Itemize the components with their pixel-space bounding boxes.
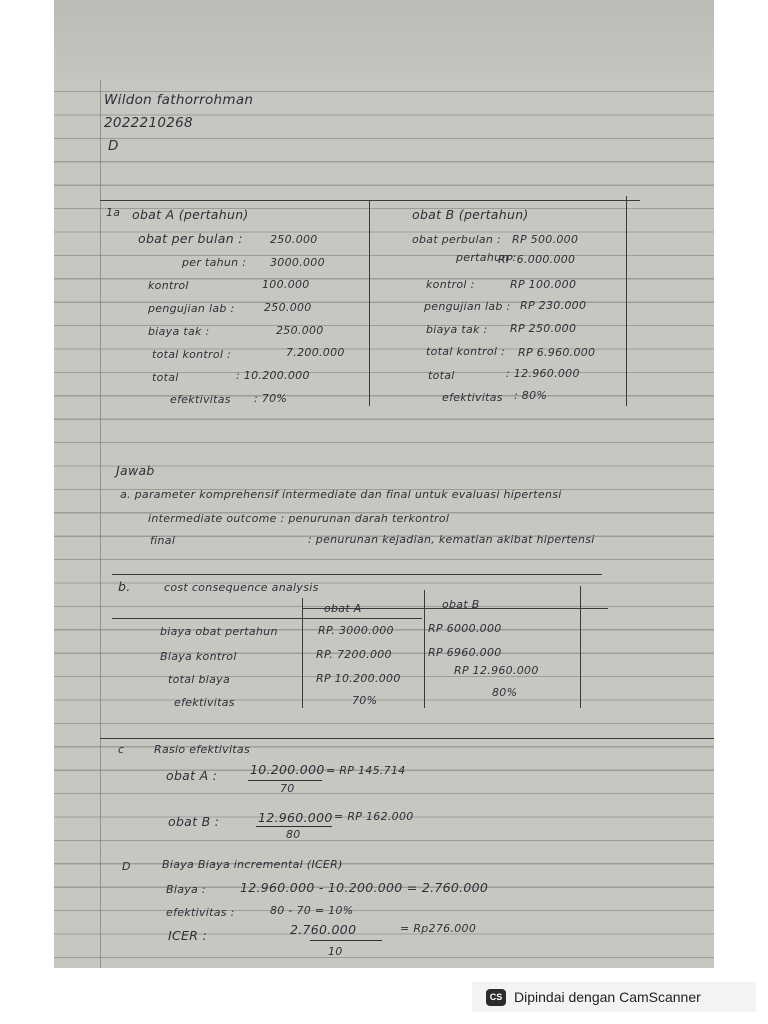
icer-fraction-bar xyxy=(310,940,382,941)
drug-a-label: pengujian lab : xyxy=(148,302,235,315)
ratio-a-label: obat A : xyxy=(166,768,218,783)
cca-col-b-header: obat B xyxy=(442,598,480,611)
cca-col-divider-2 xyxy=(424,590,425,708)
ratio-a-fraction-bar xyxy=(248,780,322,781)
icer-efek-expr: 80 - 70 = 10% xyxy=(270,904,354,917)
section-b-label: b. xyxy=(118,579,131,594)
answer-a-line1: a. parameter komprehensif intermediate dan final untuk evaluasi hipertensi xyxy=(120,488,562,501)
cca-row-a: RP 10.200.000 xyxy=(316,672,401,685)
drug-a-title: obat A (pertahun) xyxy=(132,207,249,222)
drug-a-label: biaya tak : xyxy=(148,325,210,338)
cca-row-b: 80% xyxy=(492,686,518,699)
drug-b-value: : 12.960.000 xyxy=(506,367,580,380)
drug-b-label: efektivitas xyxy=(442,391,503,404)
answer-a-final-label: final xyxy=(150,534,176,547)
cca-row-b: RP 12.960.000 xyxy=(454,664,539,677)
drug-b-value: RP 6.960.000 xyxy=(518,346,596,359)
drug-b-label: total kontrol : xyxy=(426,345,506,358)
icer-numerator: 2.760.000 xyxy=(290,922,357,937)
ratio-b-fraction-bar xyxy=(256,826,332,827)
drug-b-label: obat perbulan : xyxy=(412,233,501,246)
drug-a-value: 7.200.000 xyxy=(286,346,345,359)
drug-b-label: pengujian lab : xyxy=(424,300,511,313)
drug-b-value: RP 6.000.000 xyxy=(498,253,576,266)
cca-header-border-left xyxy=(112,618,422,619)
drug-a-label: kontrol xyxy=(148,279,189,292)
drug-a-value: 250.000 xyxy=(270,233,318,246)
section-d-title: Biaya Biaya incremental (ICER) xyxy=(162,858,343,871)
cca-row-a: 70% xyxy=(352,694,378,707)
cca-col-divider-1 xyxy=(302,598,303,708)
drug-a-label: obat per bulan : xyxy=(138,231,243,246)
drug-a-label: total xyxy=(152,371,179,384)
drug-b-value: : 80% xyxy=(514,389,548,402)
drug-a-label: total kontrol : xyxy=(152,348,232,361)
icer-biaya-expr: 12.960.000 - 10.200.000 = 2.760.000 xyxy=(240,880,489,895)
student-class: D xyxy=(108,138,119,154)
cca-right-border xyxy=(580,586,581,708)
drug-b-label: pertahun : xyxy=(456,251,517,264)
ratio-b-result: = RP 162.000 xyxy=(334,810,414,823)
cca-row-a: RP. 7200.000 xyxy=(316,648,392,661)
cca-row-label: biaya obat pertahun xyxy=(160,625,278,638)
ratio-b-label: obat B : xyxy=(168,814,220,829)
cca-row-label: total biaya xyxy=(168,673,230,686)
drug-a-value: 3000.000 xyxy=(270,256,325,269)
camscanner-watermark xyxy=(472,982,756,1012)
camscanner-logo-icon: CS xyxy=(486,989,506,1006)
drug-b-value: RP 500.000 xyxy=(512,233,579,246)
table1-right-border xyxy=(626,196,627,406)
cca-top-border xyxy=(112,574,602,575)
drug-b-label: kontrol : xyxy=(426,278,475,291)
drug-a-label: per tahun : xyxy=(182,256,247,269)
cca-row-b: RP 6000.000 xyxy=(428,622,502,635)
drug-a-value: : 10.200.000 xyxy=(236,369,310,382)
drug-a-value: 250.000 xyxy=(264,301,312,314)
cca-row-label: Biaya kontrol xyxy=(160,650,237,663)
icer-efek-label: efektivitas : xyxy=(166,906,235,919)
drug-b-label: total xyxy=(428,369,455,382)
student-nim: 2022210268 xyxy=(104,115,193,131)
cca-row-b: RP 6960.000 xyxy=(428,646,502,659)
drug-a-value: 250.000 xyxy=(276,324,324,337)
cca-row-label: efektivitas xyxy=(174,696,235,709)
ratio-b-numerator: 12.960.000 xyxy=(258,810,333,825)
jawab-title: Jawab xyxy=(116,463,155,478)
icer-label: ICER : xyxy=(168,928,207,943)
icer-biaya-label: Biaya : xyxy=(166,883,206,896)
ratio-a-denominator: 70 xyxy=(280,782,295,795)
drug-b-value: RP 230.000 xyxy=(520,299,587,312)
answer-a-final-value: : penurunan kejadian, kematian akibat hipertensi xyxy=(308,533,595,546)
answer-a-line2: intermediate outcome : penurunan darah terkontrol xyxy=(148,512,450,525)
drug-b-title: obat B (pertahun) xyxy=(412,207,529,222)
drug-b-value: RP 250.000 xyxy=(510,322,577,335)
question-number: 1a xyxy=(106,206,121,219)
student-name: Wildon fathorrohman xyxy=(104,92,254,108)
drug-b-value: RP 100.000 xyxy=(510,278,577,291)
icer-result: = Rp276.000 xyxy=(400,922,477,935)
ratio-b-denominator: 80 xyxy=(286,828,301,841)
table1-divider xyxy=(369,200,370,406)
ratio-a-result: = RP 145.714 xyxy=(326,764,406,777)
drug-a-value: 100.000 xyxy=(262,278,310,291)
cca-col-a-header: obat A xyxy=(324,602,362,615)
camscanner-text: Dipindai dengan CamScanner xyxy=(514,989,701,1005)
drug-b-label: biaya tak : xyxy=(426,323,488,336)
icer-denominator: 10 xyxy=(328,945,343,958)
drug-a-value: : 70% xyxy=(254,392,288,405)
ratio-a-numerator: 10.200.000 xyxy=(250,762,325,777)
section-d-label: D xyxy=(122,860,131,873)
section-c-title: Rasio efektivitas xyxy=(154,743,250,756)
section-b-title: cost consequence analysis xyxy=(164,581,319,594)
margin-line xyxy=(100,80,101,968)
cca-row-a: RP. 3000.000 xyxy=(318,624,394,637)
section-c-label: c xyxy=(118,743,125,756)
drug-a-label: efektivitas xyxy=(170,393,231,406)
table1-top-border xyxy=(100,200,640,201)
section-c-divider xyxy=(100,738,714,739)
notebook-page xyxy=(54,0,714,968)
